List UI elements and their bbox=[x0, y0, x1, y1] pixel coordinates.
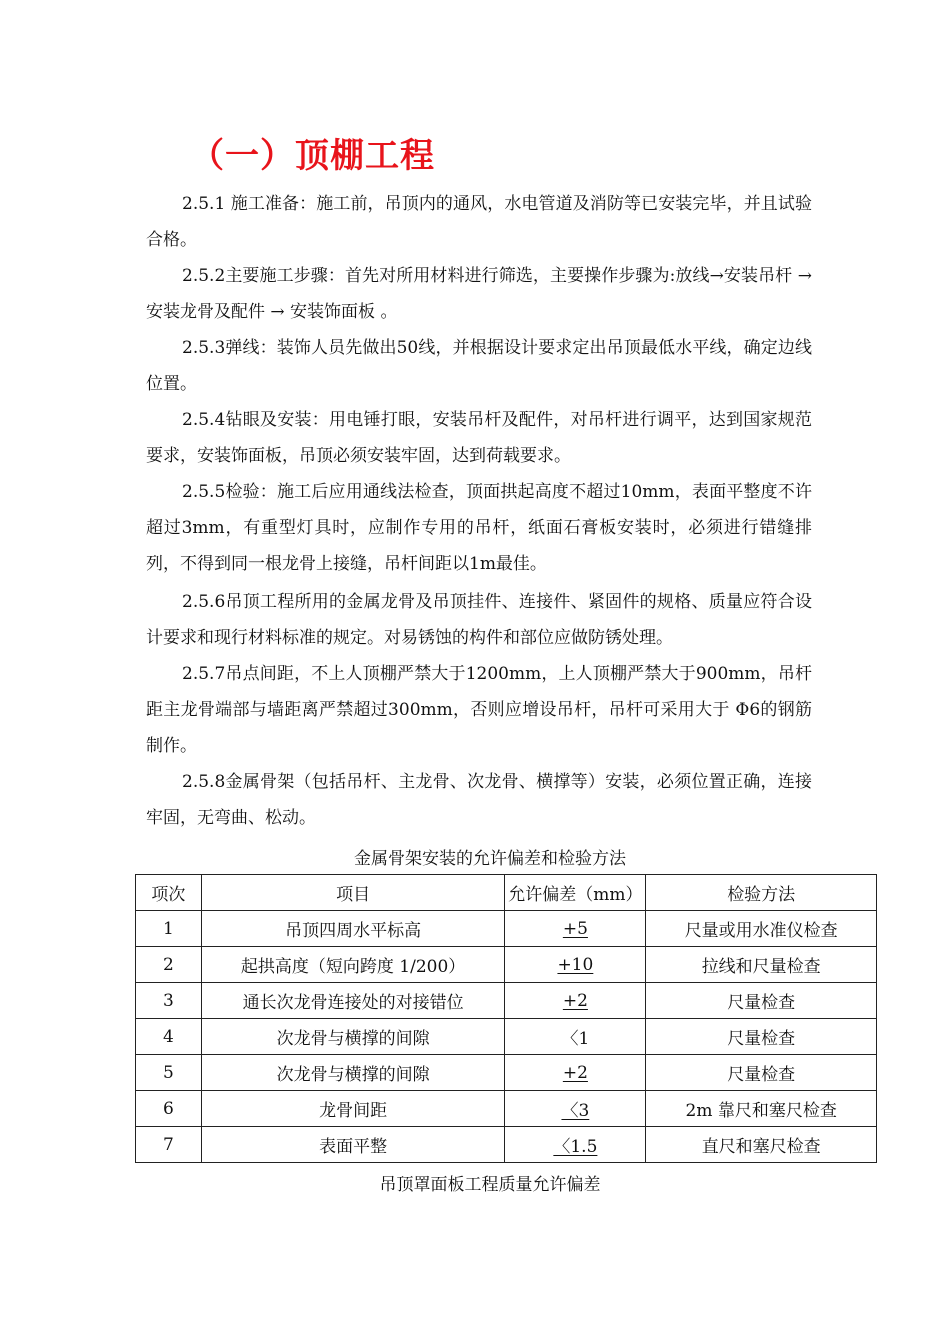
footer-caption: 吊顶罩面板工程质量允许偏差 bbox=[379, 1175, 601, 1195]
page-title: （一）顶棚工程 bbox=[190, 136, 435, 176]
table-row bbox=[136, 983, 877, 1019]
cell-item: 次龙骨与横撑的间隙 bbox=[201, 1019, 505, 1055]
table-header-row bbox=[136, 875, 877, 911]
cell-index: 2 bbox=[136, 947, 202, 983]
paragraph-2-5-6: 2.5.6吊顶工程所用的金属龙骨及吊顶挂件、连接件、紧固件的规格、质量应符合设计要求和现行材料标准的规定。对易锈蚀的构件和部位应做防锈处理。 bbox=[146, 592, 812, 648]
table-row bbox=[136, 947, 877, 983]
table-row bbox=[136, 1091, 877, 1127]
cell-item: 通长次龙骨连接处的对接错位 bbox=[201, 983, 505, 1019]
cell-tolerance bbox=[505, 1127, 646, 1163]
paragraph-2-5-4: 2.5.4钻眼及安装：用电锤打眼，安装吊杆及配件，对吊杆进行调平，达到国家规范要求，安装饰面板，吊顶必须安装牢固，达到荷载要求。 bbox=[146, 410, 812, 466]
paragraph-2-5-1: 2.5.1 施工准备：施工前，吊顶内的通风，水电管道及消防等已安装完毕，并且试验合格。 bbox=[146, 194, 812, 250]
cell-index: 7 bbox=[136, 1127, 202, 1163]
header-tolerance: 允许偏差（mm） bbox=[505, 875, 646, 911]
cell-item: 表面平整 bbox=[201, 1127, 505, 1163]
paragraph-2-5-7: 2.5.7吊点间距，不上人顶棚严禁大于1200mm，上人顶棚严禁大于900mm，吊杆距主龙骨端部与墙距离严禁超过300mm，否则应增设吊杆，吊杆可采用大于 Φ6的钢筋制作。 bbox=[146, 664, 812, 756]
cell-method: 尺量检查 bbox=[646, 983, 877, 1019]
cell-method: 尺量检查 bbox=[646, 1019, 877, 1055]
tolerance-value: +10 bbox=[557, 954, 594, 975]
table-row bbox=[136, 1055, 877, 1091]
table-row bbox=[136, 1019, 877, 1055]
cell-tolerance bbox=[505, 911, 646, 947]
cell-method: 拉线和尺量检查 bbox=[646, 947, 877, 983]
header-index: 项次 bbox=[136, 875, 202, 911]
tolerance-value: +2 bbox=[562, 1062, 588, 1083]
cell-tolerance bbox=[505, 1091, 646, 1127]
cell-tolerance bbox=[505, 1019, 646, 1055]
cell-item: 次龙骨与横撑的间隙 bbox=[201, 1055, 505, 1091]
table-row bbox=[136, 1127, 877, 1163]
cell-tolerance bbox=[505, 1055, 646, 1091]
tolerance-value: 〈1.5 bbox=[553, 1137, 598, 1157]
paragraph-2-5-3: 2.5.3弹线：装饰人员先做出50线，并根据设计要求定出吊顶最低水平线，确定边线位置。 bbox=[146, 338, 812, 394]
header-item: 项目 bbox=[201, 875, 505, 911]
cell-index: 5 bbox=[136, 1055, 202, 1091]
tolerance-value: +5 bbox=[562, 918, 588, 939]
cell-item: 吊顶四周水平标高 bbox=[201, 911, 505, 947]
tolerance-value: 〈3 bbox=[561, 1101, 590, 1121]
tolerance-value: 〈1 bbox=[561, 1029, 590, 1049]
cell-method: 2m 靠尺和塞尺检查 bbox=[646, 1091, 877, 1127]
cell-tolerance bbox=[505, 983, 646, 1019]
cell-tolerance bbox=[505, 947, 646, 983]
header-method: 检验方法 bbox=[646, 875, 877, 911]
cell-item: 龙骨间距 bbox=[201, 1091, 505, 1127]
table-caption: 金属骨架安装的允许偏差和检验方法 bbox=[354, 849, 626, 869]
tolerance-table bbox=[135, 874, 877, 1163]
cell-method: 直尺和塞尺检查 bbox=[646, 1127, 877, 1163]
tolerance-value: +2 bbox=[562, 990, 588, 1011]
cell-item: 起拱高度（短向跨度 1/200） bbox=[201, 947, 505, 983]
cell-method: 尺量或用水准仪检查 bbox=[646, 911, 877, 947]
paragraph-2-5-8: 2.5.8金属骨架（包括吊杆、主龙骨、次龙骨、横撑等）安装，必须位置正确，连接牢固，无弯曲、松动。 bbox=[146, 772, 812, 828]
cell-index: 4 bbox=[136, 1019, 202, 1055]
paragraph-2-5-2: 2.5.2主要施工步骤：首先对所用材料进行筛选，主要操作步骤为:放线→安装吊杆 →安装龙骨及配件 → 安装饰面板 。 bbox=[146, 266, 812, 322]
paragraph-2-5-5: 2.5.5检验：施工后应用通线法检查，顶面拱起高度不超过10mm，表面平整度不许超过3mm，有重型灯具时，应制作专用的吊杆，纸面石膏板安装时，必须进行错缝排列，不得到同一根龙骨上接缝，吊杆间距以1m最佳。 bbox=[146, 482, 812, 574]
table-row bbox=[136, 911, 877, 947]
cell-method: 尺量检查 bbox=[646, 1055, 877, 1091]
cell-index: 1 bbox=[136, 911, 202, 947]
cell-index: 6 bbox=[136, 1091, 202, 1127]
cell-index: 3 bbox=[136, 983, 202, 1019]
